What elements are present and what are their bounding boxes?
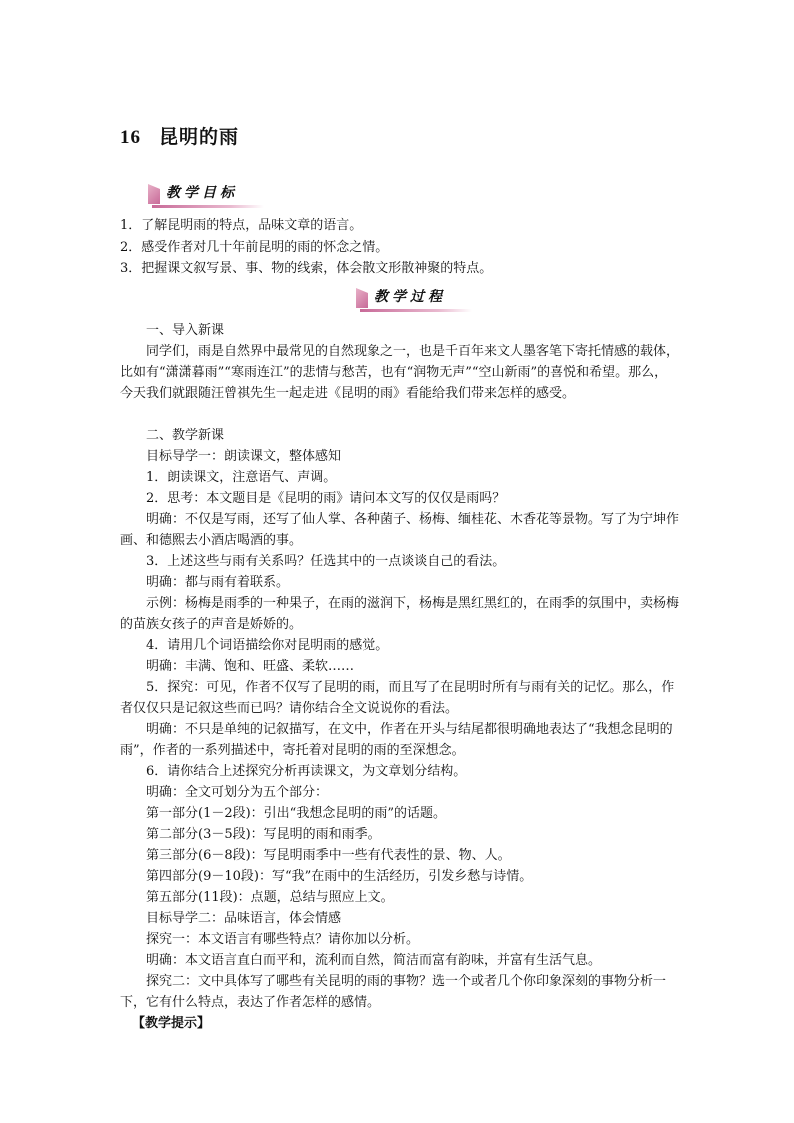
answer-6: 明确：全文可划分为五个部分： <box>146 785 329 800</box>
answer-4: 明确：丰满、饱和、旺盛、柔软…… <box>146 659 355 674</box>
section-label-process: 教学过程 <box>374 289 446 305</box>
heading-new-lesson: 二、教学新课 <box>146 428 225 443</box>
structure-part-1: 第一部分(1－2段)：引出“我想念昆明的雨”的话题。 <box>146 806 446 821</box>
structure-part-3: 第三部分(6－8段)：写昆明雨季中一些有代表性的景、物、人。 <box>146 848 511 863</box>
goal-guide-2: 目标导学二：品味语言，体会情感 <box>146 911 342 926</box>
answer-3: 明确：都与雨有着联系。 <box>146 575 290 590</box>
question-1: 1．朗读课文，注意语气、声调。 <box>146 470 337 485</box>
question-3: 3．上述这些与雨有关系吗？任选其中的一点谈谈自己的看法。 <box>146 554 506 569</box>
structure-part-2: 第二部分(3－5段)：写昆明的雨和雨季。 <box>146 827 381 842</box>
explore-1: 探究一：本文语言有哪些特点？请你加以分析。 <box>146 932 420 947</box>
example-3: 示例：杨梅是雨季的一种果子，在雨的滋润下，杨梅是黑红黑红的，在雨季的氛围中，卖杨梅的苗族女孩子的声音是娇娇的。 <box>120 596 680 632</box>
goal-item: 2．感受作者对几十年前昆明的雨的怀念之情。 <box>120 240 389 255</box>
section-badge-goals <box>148 180 264 208</box>
structure-part-5: 第五部分(11段)：点题，总结与照应上文。 <box>146 890 394 905</box>
goal-item: 3．把握课文叙写景、事、物的线索，体会散文形散神聚的特点。 <box>120 261 493 276</box>
answer-2: 明确：不仅是写雨，还写了仙人掌、各种菌子、杨梅、缅桂花、木香花等景物。写了为宁坤作画、和德熙去小酒店喝酒的事。 <box>120 512 680 548</box>
badge-underline <box>152 205 264 208</box>
lesson-title: 昆明的雨 <box>159 126 240 148</box>
answer-explore-1: 明确：本文语言直白而平和，流利而自然，简洁而富有韵味，并富有生活气息。 <box>146 953 602 968</box>
structure-part-4: 第四部分(9－10段)：写“我”在雨中的生活经历，引发乡愁与诗情。 <box>146 869 533 884</box>
question-5: 5．探究：可见，作者不仅写了昆明的雨，而且写了在昆明时所有与雨有关的记忆。那么，作者仅仅只是记叙这些而已吗？请你结合全文说说你的看法。 <box>120 680 675 716</box>
goal-guide-1: 目标导学一：朗读课文，整体感知 <box>146 449 342 464</box>
section-badge-process <box>356 284 472 312</box>
heading-intro: 一、导入新课 <box>146 323 225 338</box>
question-6: 6．请你结合上述探究分析再读课文，为文章划分结构。 <box>146 764 467 779</box>
teaching-tip-heading: 【教学提示】 <box>132 1016 211 1031</box>
answer-5: 明确：不只是单纯的记叙描写，在文中，作者在开头与结尾都很明确地表达了“我想念昆明的雨”，作者的一系列描述中，寄托着对昆明的雨的至深想念。 <box>120 722 673 758</box>
badge-stripe-icon <box>356 288 368 308</box>
question-2: 2．思考：本文题目是《昆明的雨》请问本文写的仅仅是雨吗？ <box>146 491 506 506</box>
paragraph-intro: 同学们，雨是自然界中最常见的自然现象之一，也是千百年来文人墨客笔下寄托情感的载体，比如有“潇潇暮雨”“寒雨连江”的悲情与愁苦，也有“润物无声”“空山新雨”的喜悦和希望。那么，今天我们就跟随汪曾祺先生一起走进《昆明的雨》看能给我们带来怎样的感受。 <box>120 344 680 401</box>
goal-item: 1．了解昆明雨的特点，品味文章的语言。 <box>120 218 363 233</box>
section-label-goals: 教学目标 <box>166 185 238 201</box>
lesson-number: 16 <box>120 127 141 148</box>
page-title <box>120 122 239 149</box>
question-4: 4．请用几个词语描绘你对昆明雨的感觉。 <box>146 638 389 653</box>
explore-2: 探究二：文中具体写了哪些有关昆明的雨的事物？选一个或者几个你印象深刻的事物分析一下，它有什么特点，表达了作者怎样的感情。 <box>120 974 667 1010</box>
badge-underline <box>360 309 472 312</box>
badge-stripe-icon <box>148 184 160 204</box>
